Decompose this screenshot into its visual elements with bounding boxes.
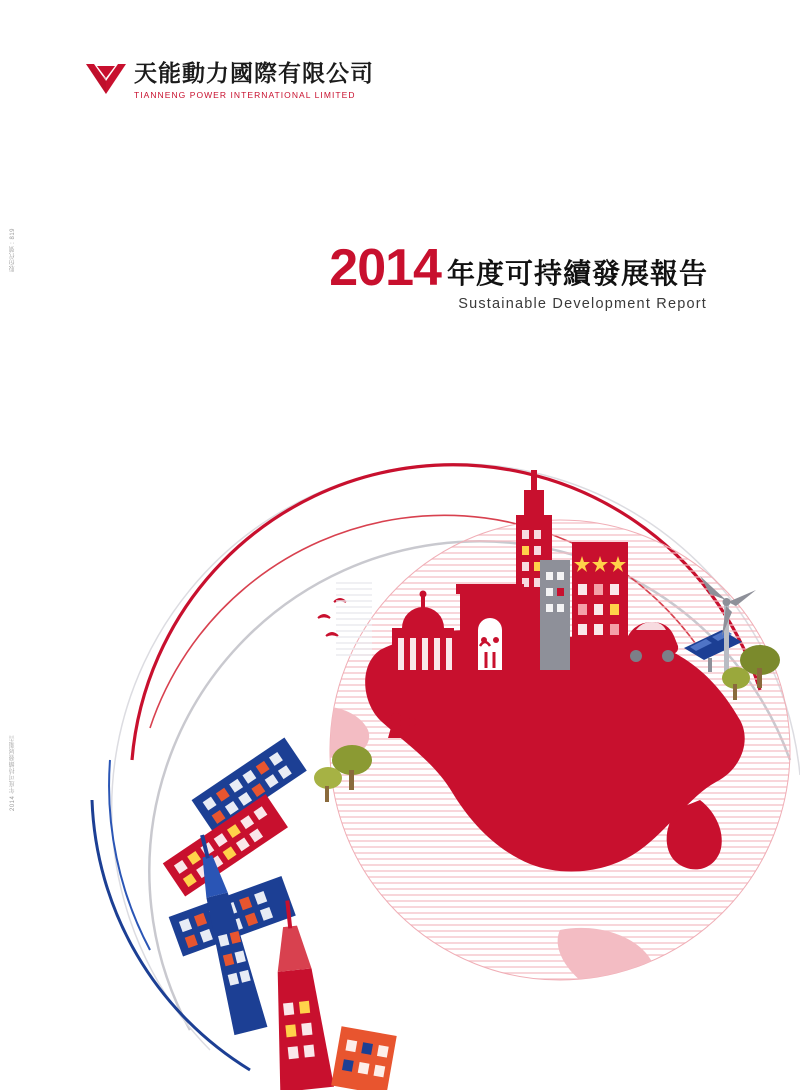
tianneng-triangle-mark-icon (84, 60, 128, 100)
globe-city-skyline-illustration (0, 330, 800, 1090)
red-spire-tower (260, 898, 334, 1090)
title-main-row (329, 239, 708, 297)
cover-title-block (329, 239, 708, 312)
side-note-lower: 2014 年度可持續發展報告 (10, 735, 16, 812)
monument-arch (456, 584, 524, 670)
report-title-en: Sustainable Development Report (458, 296, 707, 312)
side-note-upper: 股份代號 : 819 (10, 228, 16, 273)
company-name-cn: 天能動力國際有限公司 (134, 61, 374, 87)
company-name-en: TIANNENG POWER INTERNATIONAL LIMITED (134, 90, 356, 100)
report-year: 2014 (329, 239, 441, 297)
company-logo (84, 60, 374, 101)
orange-block-building (331, 1026, 397, 1090)
illustration-canvas (0, 330, 800, 1090)
company-name-block (134, 60, 374, 101)
report-title-cn: 年度可持續發展報告 (446, 257, 708, 290)
